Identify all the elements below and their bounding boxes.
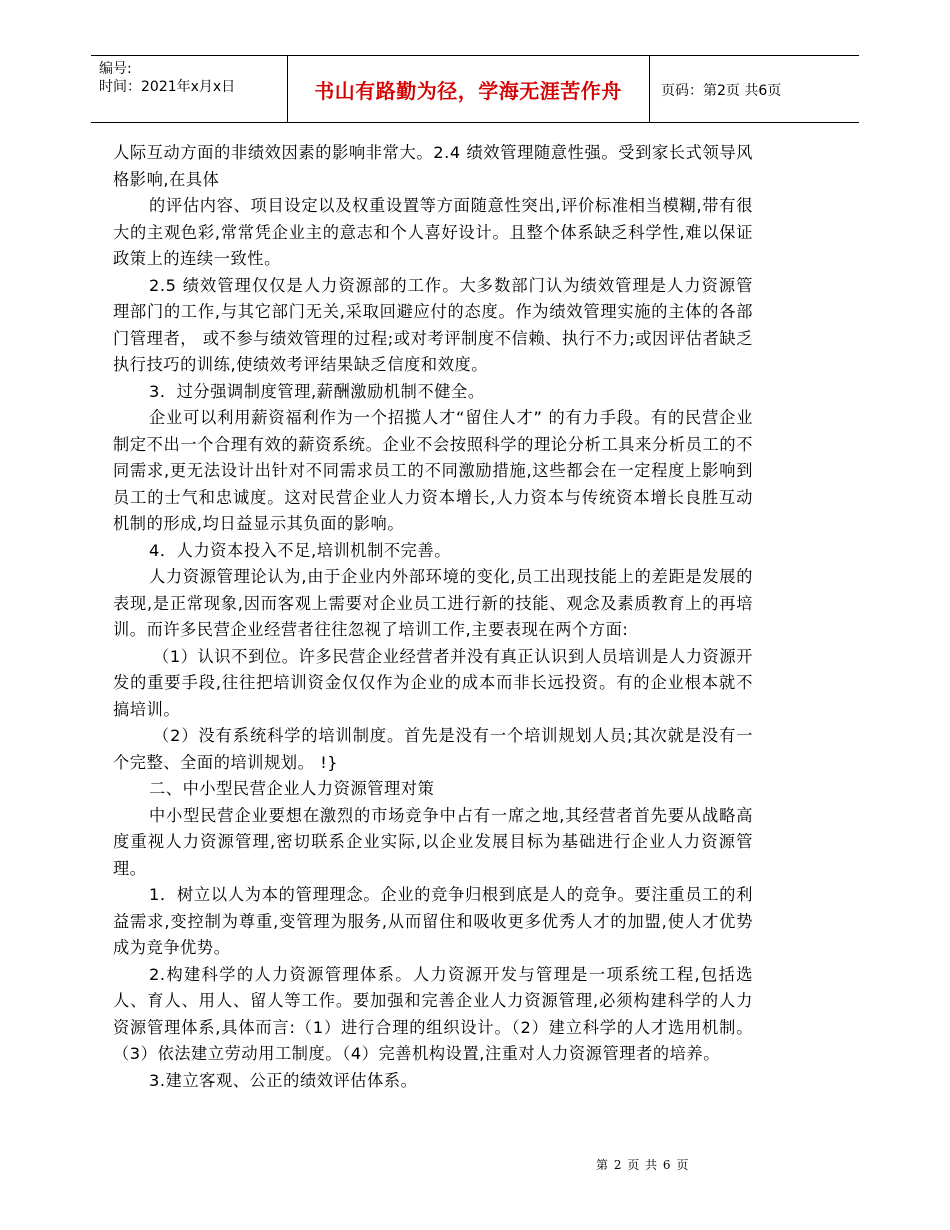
paragraph: 的评估内容、项目设定以及权重设置等方面随意性突出,评价标准相当模糊,带有很大的主观色彩,常常凭企业主的意志和个人喜好设计。且整个体系缺乏科学性,难以保证政策上的连续一致性。 bbox=[113, 196, 753, 268]
paragraph: （1）认识不到位。许多民营企业经营者并没有真正认识到人员培训是人力资源开发的重要手段,往往把培训资金仅仅作为企业的成本而非长远投资。有的企业根本就不搞培训。 bbox=[113, 646, 753, 719]
paragraph: 2.构建科学的人力资源管理体系。人力资源开发与管理是一项系统工程,包括选人、育人、用人、留人等工作。要加强和完善企业人力资源管理,必须构建科学的人力资源管理体系,具体而言:（1）进行合理的组织设计。（2）建立科学的人才选用机制。（3）依法建立劳动用工制度。（4）完善机构设置,注重对人力资源管理者的培养。 bbox=[113, 964, 753, 1063]
time-label: 时间：2021年x月x日 bbox=[99, 79, 236, 95]
page-header bbox=[91, 55, 859, 123]
section-heading: 3.建立客观、公正的绩效评估体系。 bbox=[149, 1070, 418, 1090]
paragraph: 企业可以利用薪资福利作为一个招揽人才“留住人才” 的有力手段。有的民营企业制定不出一个合理有效的薪资系统。企业不会按照科学的理论分析工具来分析员工的不同需求,更无法设计出针对不同需求员工的不同激励措施,这些都会在一定程度上影响到员工的士气和忠诚度。这对民营企业人力资本增长,人力资本与传统资本增长良胜互动机制的形成,均日益显示其负面的影响。 bbox=[113, 408, 753, 533]
section-heading: 3．过分强调制度管理,薪酬激励机制不健全。 bbox=[149, 381, 485, 401]
section-heading: 4．人力资本投入不足,培训机制不完善。 bbox=[149, 540, 452, 560]
paragraph: 中小型民营企业要想在激烈的市场竞争中占有一席之地,其经营者首先要从战略高度重视人力资源管理,密切联系企业实际,以企业发展目标为基础进行企业人力资源管理。 bbox=[113, 805, 753, 878]
paragraph: 人力资源管理论认为,由于企业内外部环境的变化,员工出现技能上的差距是发展的表现,是正常现象,因而客观上需要对企业员工进行新的技能、观念及素质教育上的再培训。而许多民营企业经营者往往忽视了培训工作,主要表现在两个方面: bbox=[113, 567, 753, 639]
document-body bbox=[113, 140, 753, 1094]
paragraph: 1．树立以人为本的管理理念。企业的竞争归根到底是人的竞争。要注重员工的利益需求,变控制为尊重,变管理为服务,从而留住和吸收更多优秀人才的加盟,使人才优势成为竞争优势。 bbox=[113, 885, 753, 957]
paragraph: （2）没有系统科学的培训制度。首先是没有一个培训规划人员;其次就是没有一个完整、全面的培训规划。 !} bbox=[113, 726, 753, 772]
header-meta bbox=[99, 60, 235, 96]
number-label: 编号: bbox=[99, 61, 132, 77]
header-divider bbox=[649, 56, 650, 122]
paragraph: 2.5 绩效管理仅仅是人力资源部的工作。大多数部门认为绩效管理是人力资源管理部门的工作,与其它部门无关,采取回避应付的态度。作为绩效管理实施的主体的各部门管理者， 或不参与绩效管理的过程;或对考评制度不信赖、执行不力;或因评估者缺乏执行技巧的训练,使绩效考评结果缺乏信度和效度。 bbox=[113, 275, 753, 374]
header-motto: 书山有路勤为径，学海无涯苦作舟 bbox=[314, 79, 622, 103]
paragraph: 人际互动方面的非绩效因素的影响非常大。2.4 绩效管理随意性强。受到家长式领导风格影响,在具体 bbox=[113, 143, 753, 189]
header-page-info: 页码：第2页 共6页 bbox=[661, 83, 782, 99]
page-footer: 第 2 页 共 6 页 bbox=[596, 1158, 690, 1172]
section-heading: 二、中小型民营企业人力资源管理对策 bbox=[149, 779, 435, 798]
